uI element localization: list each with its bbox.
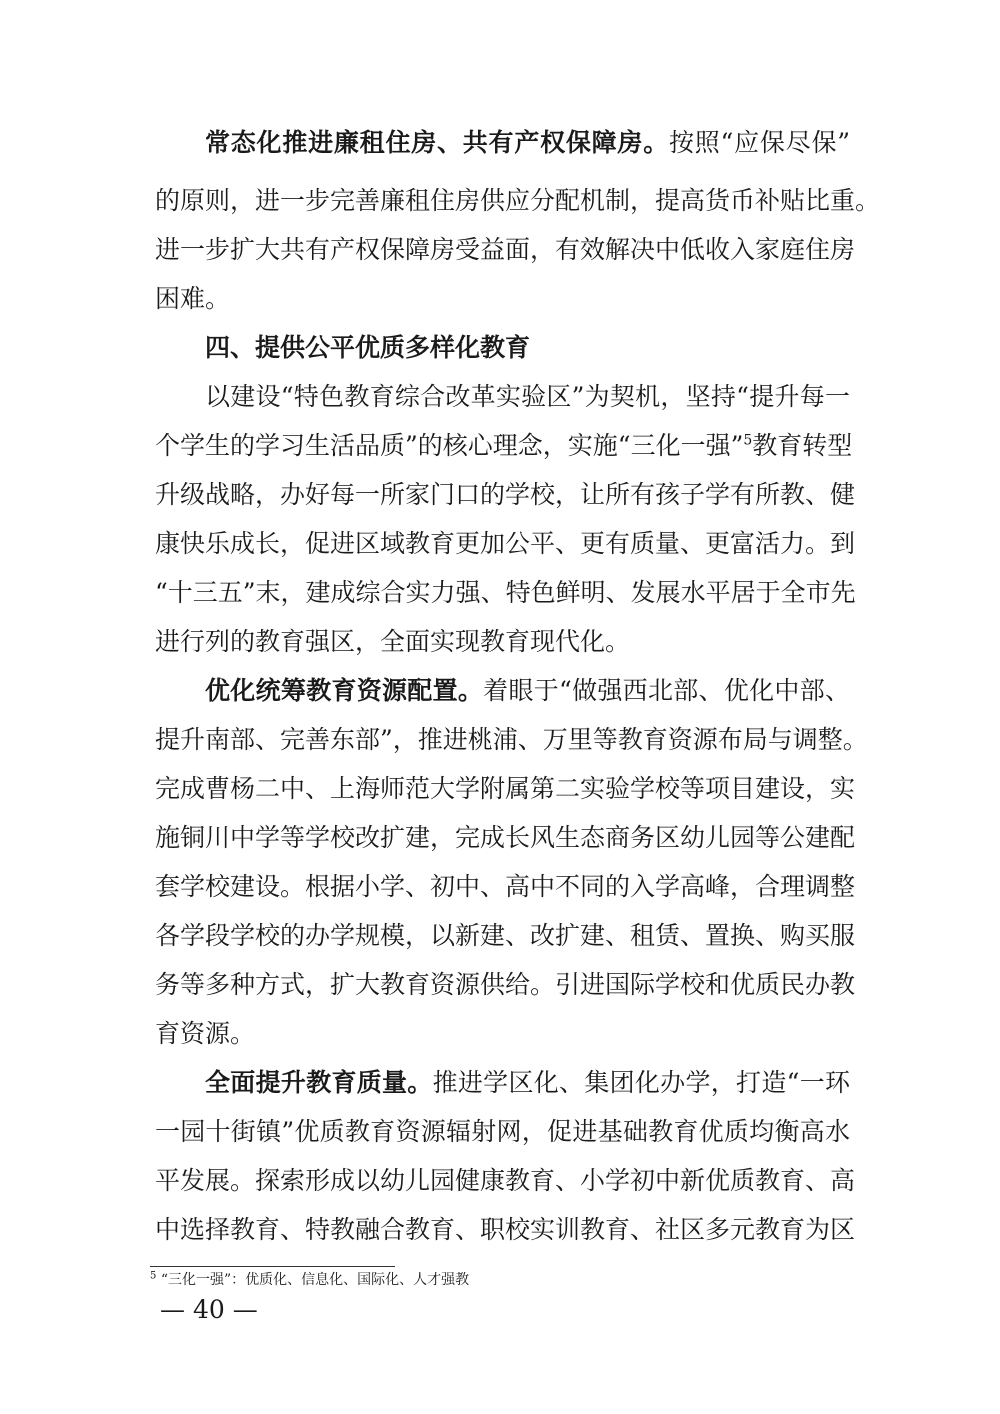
paragraph-4-line-4: 中选择教育、特教融合教育、职校实训教育、社区多元教育为区 [155, 1215, 856, 1244]
paragraph-3-line-8: 育资源。 [155, 1019, 256, 1048]
footnote-marker: 5 [150, 1270, 157, 1282]
paragraph-3-text: 着眼于“做强西北部、优化中部、 [483, 676, 850, 705]
paragraph-1-text: 按照“应保尽保” [669, 128, 851, 157]
paragraph-4-text: 推进学区化、集团化办学，打造“一环 [432, 1068, 850, 1097]
footnote-reference-marker[interactable]: 5 [743, 432, 753, 449]
footnote [150, 1271, 469, 1289]
paragraph-3-line-2: 提升南部、完善东部”，推进桃浦、万里等教育资源布局与调整。 [155, 725, 868, 754]
paragraph-3-line-6: 各学段学校的办学规模，以新建、改扩建、租赁、置换、购买服 [155, 921, 856, 950]
paragraph-2-line-4: 康快乐成长，促进区域教育更加公平、更有质量、更富活力。到 [155, 529, 856, 558]
paragraph-1-line-4: 困难。 [155, 284, 231, 313]
paragraph-2-line-2-b: 教育转型 [752, 431, 853, 460]
paragraph-2-line-6: 进行列的教育强区，全面实现教育现代化。 [155, 627, 631, 656]
paragraph-2-line-1: 以建设“特色教育综合改革实验区”为契机，坚持“提升每一 [205, 382, 850, 411]
paragraph-1-line-1 [205, 126, 850, 160]
paragraph-4-bold-lead: 全面提升教育质量。 [205, 1068, 433, 1097]
footnote-divider [150, 1266, 395, 1267]
paragraph-3-line-5: 套学校建设。根据小学、初中、高中不同的入学高峰，合理调整 [155, 872, 856, 901]
paragraph-1-bold-lead: 常态化推进廉租住房、共有产权保障房。 [205, 128, 669, 157]
paragraph-3-bold-lead: 优化统筹教育资源配置。 [205, 676, 484, 705]
footnote-text: “三化一强”：优质化、信息化、国际化、人才强教 [160, 1272, 470, 1288]
paragraph-4-line-2: 一园十街镇”优质教育资源辐射网，促进基础教育优质均衡高水 [155, 1117, 850, 1146]
paragraph-3-line-7: 务等多种方式，扩大教育资源供给。引进国际学校和优质民办教 [155, 970, 856, 999]
paragraph-2-line-5: “十三五”末，建成综合实力强、特色鲜明、发展水平居于全市先 [155, 578, 856, 607]
paragraph-1-line-2: 的原则，进一步完善廉租住房供应分配机制，提高货币补贴比重。 [155, 186, 881, 215]
paragraph-2-line-2-a: 个学生的学习生活品质”的核心理念，实施“三化一强” [155, 431, 744, 460]
paragraph-3-line-1 [205, 674, 850, 708]
paragraph-1-line-3: 进一步扩大共有产权保障房受益面，有效解决中低收入家庭住房 [155, 235, 856, 264]
paragraph-4-line-1 [205, 1066, 850, 1100]
paragraph-4-line-3: 平发展。探索形成以幼儿园健康教育、小学初中新优质教育、高 [155, 1166, 856, 1195]
page-number: — 40 — [160, 1295, 258, 1324]
paragraph-3-line-3: 完成曹杨二中、上海师范大学附属第二实验学校等项目建设，实 [155, 774, 856, 803]
paragraph-2-line-2 [155, 429, 853, 463]
paragraph-3-line-4: 施铜川中学等学校改扩建，完成长风生态商务区幼儿园等公建配 [155, 823, 856, 852]
section-heading: 四、提供公平优质多样化教育 [205, 333, 531, 362]
paragraph-2-line-3: 升级战略，办好每一所家门口的学校，让所有孩子学有所教、健 [155, 480, 856, 509]
